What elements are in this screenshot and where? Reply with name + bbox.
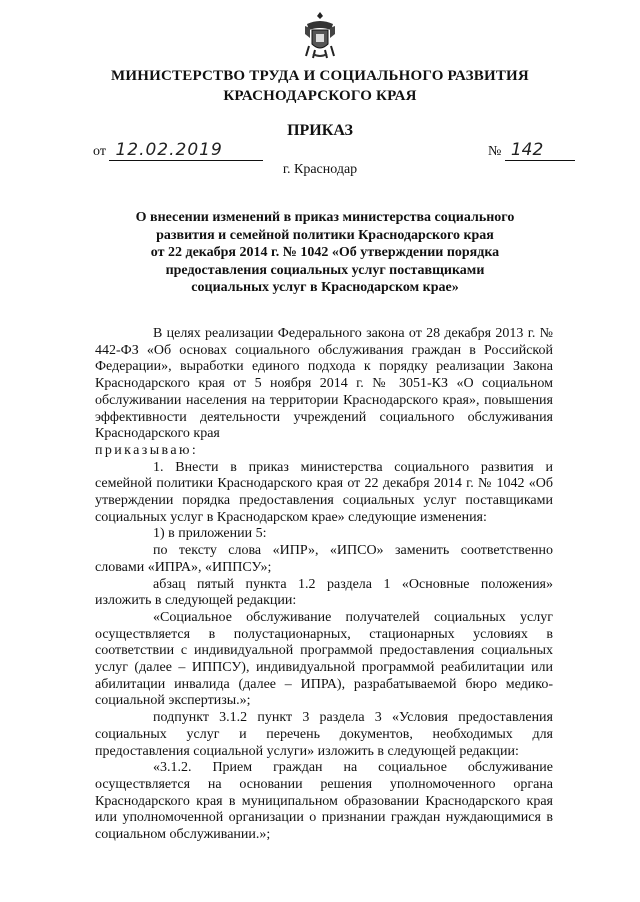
title-line: предоставления социальных услуг поставщиками [165, 262, 485, 278]
ministry-name [0, 66, 640, 106]
number-handwritten: 142 [505, 140, 575, 161]
title-line: О внесении изменений в приказ министерства социального [135, 210, 515, 225]
city: г. Краснодар [282, 162, 358, 177]
ministry-line-1: МИНИСТЕРСТВО ТРУДА И СОЦИАЛЬНОГО РАЗВИТИЯ [111, 68, 529, 84]
body-paragraph: В целях реализации Федерального закона от 28 декабря 2013 г. № 442-ФЗ «Об основах социального обслуживания граждан в Российской Федерации», выработки единого подхода к порядку реализации Закона Краснодарского края от 5 ноября 2014 г. № 3051-КЗ «О социальном обслуживании населения на территории Краснодарского края», повышения эффективности деятельности учреждений социального обслуживания Краснодарского края [95, 326, 553, 442]
title-line: социальных услуг в Краснодарском крае» [191, 280, 459, 295]
document-body [95, 326, 553, 844]
title-line: развития и семейной политики Краснодарского края [156, 227, 494, 243]
date-field [93, 140, 263, 161]
ministry-line-2: КРАСНОДАРСКОГО КРАЯ [223, 88, 417, 104]
body-paragraph: «Социальное обслуживание получателей социальных услуг осуществляется в полустационарных, стационарных условиях в соответствии с индивидуальной программой предоставления социальных услуг (далее – ИППСУ), индивидуальной программой реабилитации или абилитации инвалида (далее – ИПРА), разрабатываемой бюро медико-социальной экспертизы.»; [95, 609, 553, 709]
coat-of-arms-emblem [303, 10, 337, 60]
date-handwritten: 12.02.2019 [109, 140, 263, 161]
document-type: ПРИКАЗ [287, 122, 353, 139]
body-paragraph: абзац пятый пункта 1.2 раздела 1 «Основные положения» изложить в следующей редакции: [95, 576, 553, 609]
title-line: от 22 декабря 2014 г. № 1042 «Об утверждении порядка [150, 245, 500, 260]
order-word: приказываю: [95, 442, 199, 458]
date-prefix: от [93, 144, 106, 159]
body-paragraph: по тексту слова «ИПР», «ИПСО» заменить соответственно словами «ИПРА», «ИППСУ»; [95, 543, 553, 575]
body-paragraph: подпункт 3.1.2 пункт 3 раздела 3 «Условия предоставления социальных услуг и перечень документов, необходимых для предоставления социальной услуги» изложить в следующей редакции: [95, 710, 553, 759]
number-field [488, 140, 575, 161]
body-paragraph: 1. Внести в приказ министерства социального развития и семейной политики Краснодарского края от 22 декабря 2014 г. № 1042 «Об утверждении порядка предоставления социальных услуг поставщиками социальных услуг в Краснодарском крае» следующие изменения: [95, 459, 553, 525]
document-title [110, 209, 540, 297]
body-paragraph: «3.1.2. Прием граждан на социальное обслуживание осуществляется на основании решения уполномоченного органа Краснодарского края в муниципальном образовании Краснодарского края или уполномоченной организации о признании граждан нуждающимися в социальном обслуживании.»; [95, 760, 553, 843]
number-prefix: № [488, 144, 502, 159]
body-paragraph: 1) в приложении 5: [153, 526, 267, 542]
